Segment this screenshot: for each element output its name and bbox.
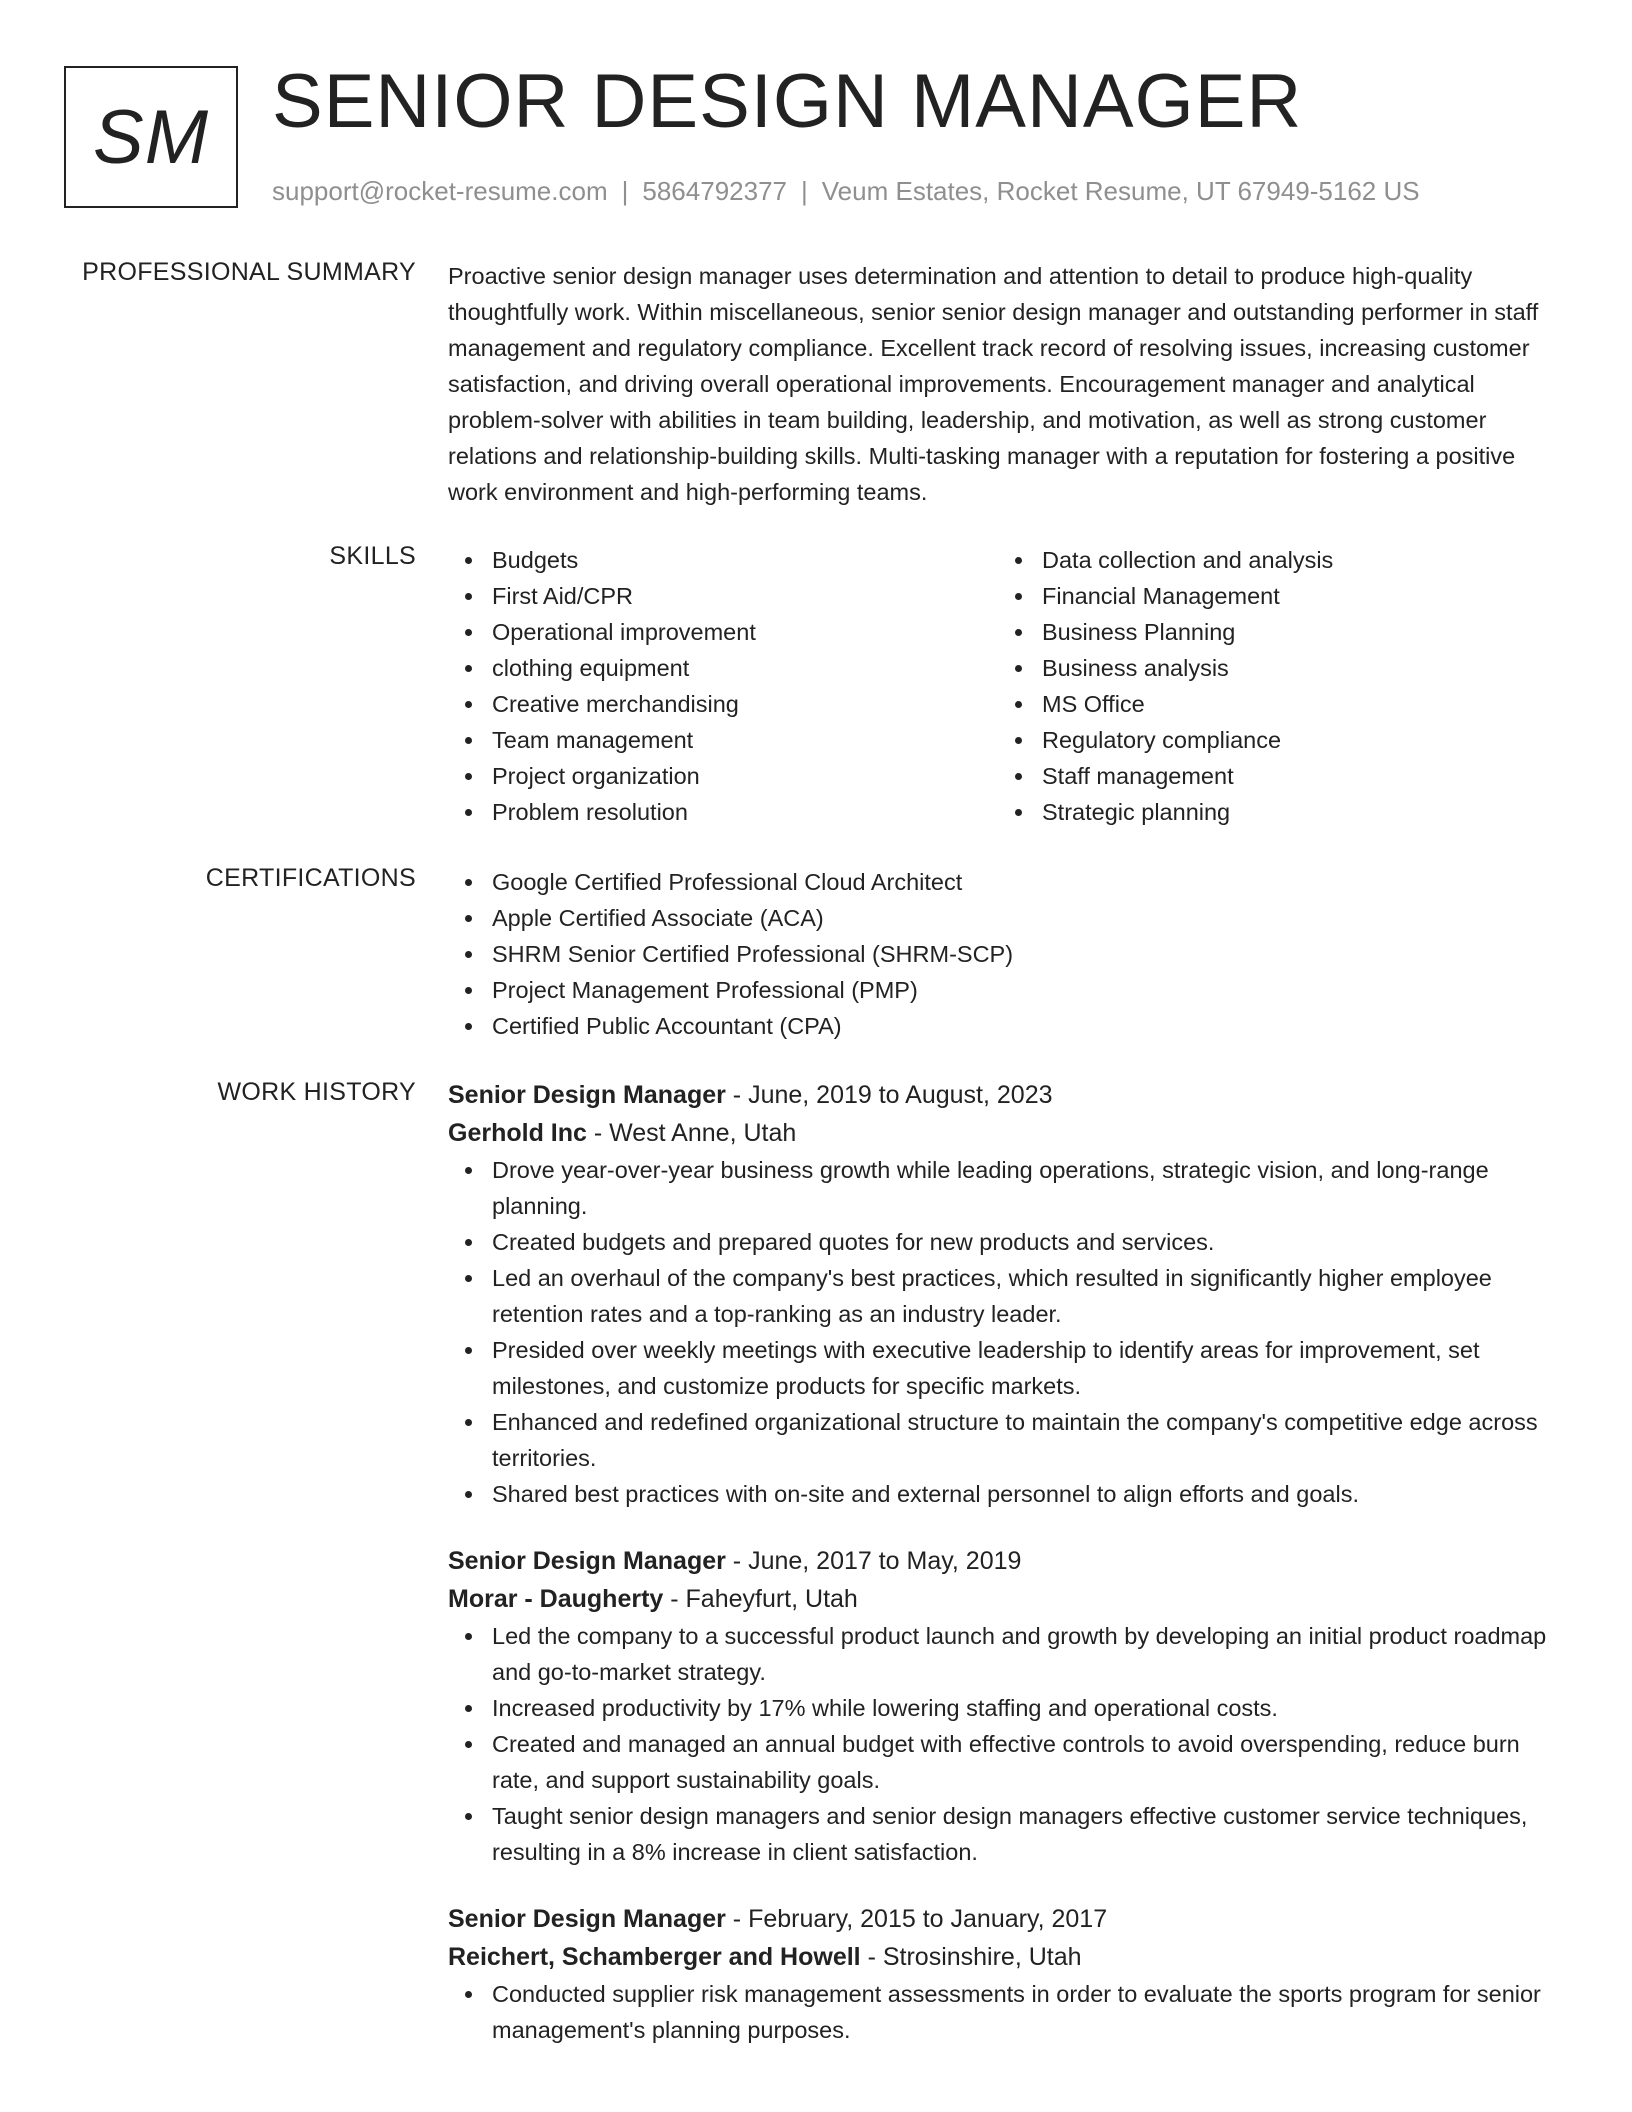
job-company: Morar - Daugherty bbox=[448, 1585, 664, 1613]
list-item: Presided over weekly meetings with executive leadership to identify areas for improvement, set milestones, and customize products for specific markets. bbox=[448, 1332, 1558, 1404]
section-label-certifications: CERTIFICATIONS bbox=[205, 864, 416, 892]
list-item: Regulatory compliance bbox=[998, 722, 1548, 758]
section-label-skills: SKILLS bbox=[329, 542, 416, 570]
list-item: Increased productivity by 17% while lowering staffing and operational costs. bbox=[448, 1690, 1558, 1726]
list-item: Led the company to a successful product launch and growth by developing an initial product roadmap and go-to-market strategy. bbox=[448, 1618, 1558, 1690]
list-item: Apple Certified Associate (ACA) bbox=[448, 900, 1558, 936]
list-item: Google Certified Professional Cloud Architect bbox=[448, 864, 1558, 900]
list-item: First Aid/CPR bbox=[448, 578, 998, 614]
list-item: Budgets bbox=[448, 542, 998, 578]
list-item: Shared best practices with on-site and external personnel to align efforts and goals. bbox=[448, 1476, 1558, 1512]
list-item: Created and managed an annual budget with effective controls to avoid overspending, reduce burn rate, and support sustainability goals. bbox=[448, 1726, 1558, 1798]
list-item: Creative merchandising bbox=[448, 686, 998, 722]
job-title: Senior Design Manager bbox=[448, 1547, 726, 1575]
skills-grid bbox=[448, 542, 1558, 830]
list-item: Team management bbox=[448, 722, 998, 758]
list-item: Problem resolution bbox=[448, 794, 998, 830]
list-item: Certified Public Accountant (CPA) bbox=[448, 1008, 1558, 1044]
certifications-body bbox=[448, 864, 1558, 1044]
job-entry bbox=[448, 1900, 1558, 2048]
job-location: - West Anne, Utah bbox=[586, 1119, 797, 1147]
list-item: Project Management Professional (PMP) bbox=[448, 972, 1558, 1008]
resume-name: SENIOR DESIGN MANAGER bbox=[272, 59, 1303, 144]
job-title: Senior Design Manager bbox=[448, 1905, 726, 1933]
list-item: Data collection and analysis bbox=[998, 542, 1548, 578]
job-title-line bbox=[448, 1542, 1558, 1580]
job-title-line bbox=[448, 1076, 1558, 1114]
list-item: clothing equipment bbox=[448, 650, 998, 686]
contact-line bbox=[272, 176, 1420, 207]
job-company-line bbox=[448, 1938, 1558, 1976]
job-location: - Strosinshire, Utah bbox=[860, 1943, 1082, 1971]
list-item: Drove year-over-year business growth while leading operations, strategic vision, and long-range planning. bbox=[448, 1152, 1558, 1224]
job-entry bbox=[448, 1076, 1558, 1512]
job-company-line bbox=[448, 1114, 1558, 1152]
list-item: SHRM Senior Certified Professional (SHRM-SCP) bbox=[448, 936, 1558, 972]
job-title: Senior Design Manager bbox=[448, 1081, 726, 1109]
section-label-summary: PROFESSIONAL SUMMARY bbox=[82, 258, 416, 286]
work-history-body bbox=[448, 1076, 1558, 2078]
job-dates: - February, 2015 to January, 2017 bbox=[725, 1905, 1108, 1933]
contact-address: Veum Estates, Rocket Resume, UT 67949-5162 US bbox=[821, 176, 1420, 206]
list-item: Project organization bbox=[448, 758, 998, 794]
list-item: Operational improvement bbox=[448, 614, 998, 650]
job-dates: - June, 2019 to August, 2023 bbox=[725, 1081, 1053, 1109]
certifications-list bbox=[448, 864, 1558, 1044]
contact-email[interactable]: support@rocket-resume.com bbox=[272, 176, 608, 206]
list-item: Financial Management bbox=[998, 578, 1548, 614]
job-company: Gerhold Inc bbox=[448, 1119, 587, 1147]
list-item: MS Office bbox=[998, 686, 1548, 722]
monogram-badge: SM bbox=[64, 66, 238, 208]
job-bullets bbox=[448, 1618, 1558, 1870]
list-item: Business Planning bbox=[998, 614, 1548, 650]
job-company: Reichert, Schamberger and Howell bbox=[448, 1943, 861, 1971]
list-item: Business analysis bbox=[998, 650, 1548, 686]
job-entry bbox=[448, 1542, 1558, 1870]
list-item: Created budgets and prepared quotes for new products and services. bbox=[448, 1224, 1558, 1260]
contact-separator: | bbox=[801, 176, 808, 206]
job-bullets bbox=[448, 1152, 1558, 1512]
list-item: Staff management bbox=[998, 758, 1548, 794]
contact-separator: | bbox=[621, 176, 629, 206]
job-bullets bbox=[448, 1976, 1558, 2048]
list-item: Strategic planning bbox=[998, 794, 1548, 830]
list-item: Enhanced and redefined organizational structure to maintain the company's competitive edge across territories. bbox=[448, 1404, 1558, 1476]
job-company-line bbox=[448, 1580, 1558, 1618]
list-item: Led an overhaul of the company's best practices, which resulted in significantly higher employee retention rates and a top-ranking as an industry leader. bbox=[448, 1260, 1558, 1332]
list-item: Conducted supplier risk management assessments in order to evaluate the sports program for senior management's planning purposes. bbox=[448, 1976, 1558, 2048]
job-title-line bbox=[448, 1900, 1558, 1938]
skills-column-left bbox=[448, 542, 998, 830]
job-dates: - June, 2017 to May, 2019 bbox=[725, 1547, 1022, 1575]
list-item: Taught senior design managers and senior design managers effective customer service techniques, resulting in a 8% increase in client satisfaction. bbox=[448, 1798, 1558, 1870]
skills-column-right bbox=[998, 542, 1548, 830]
job-location: - Faheyfurt, Utah bbox=[663, 1585, 858, 1613]
section-label-work-history: WORK HISTORY bbox=[217, 1078, 416, 1106]
contact-phone[interactable]: 5864792377 bbox=[642, 176, 787, 206]
summary-text: Proactive senior design manager uses determination and attention to detail to produce high-quality thoughtfully work. Within miscellaneous, senior senior design manager and outstanding performer in staff management and regulatory compliance. Excellent track record of resolving issues, increasing customer satisfaction, and driving overall operational improvements. Encouragement manager and analytical problem-solver with abilities in team building, leadership, and motivation, as well as strong customer relations and relationship-building skills. Multi-tasking manager with a reputation for fostering a positive work environment and high-performing teams. bbox=[448, 263, 1539, 505]
